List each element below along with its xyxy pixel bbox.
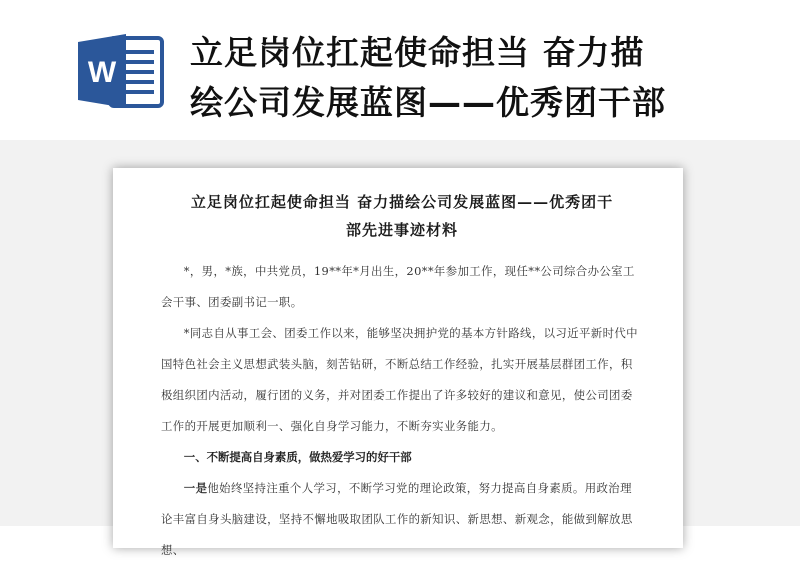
page-title-line1: 立足岗位扛起使命担当 奋力描: [190, 33, 645, 72]
paragraph-study-text: 他始终坚持注重个人学习，不断学习党的理论政策，努力提高自身素质。用政治理论丰富自身头脑建设，坚持不懈地吸取团队工作的新知识、新思想、新观念，能做到解放思想、: [161, 481, 633, 557]
word-icon: [76, 30, 168, 112]
document-title: [161, 188, 643, 244]
section-heading: 一、不断提高自身素质，做热爱学习的好干部: [183, 450, 412, 464]
paragraph-summary: *同志自从事工会、团委工作以来，能够坚决拥护党的基本方针路线，以习近平新时代中国特色社会主义思想武装头脑，刻苦钻研，不断总结工作经验，扎实开展基层群团工作，积极组织团内活动，履行团的义务，并对团委工作提出了许多较好的建议和意见，使公司团委工作的开展更加顺利一、强化自身学习能力，不断夯实业务能力。: [161, 326, 638, 433]
document-title-line1: 立足岗位扛起使命担当 奋力描绘公司发展蓝图——优秀团干: [190, 193, 614, 211]
document-page[interactable]: [113, 168, 683, 557]
paragraph-intro: *，男，*族，中共党员，19**年*月出生，20**年参加工作，现任**公司综合办公室工会干事、团委副书记一职。: [161, 264, 635, 309]
page-title-line2: 绘公司发展蓝图——优秀团干部: [190, 83, 666, 122]
document-title-line2: 部先进事迹材料: [345, 221, 458, 239]
word-icon-letter: W: [87, 56, 117, 89]
paragraph-lead: 一是: [183, 481, 208, 495]
header-banner: [0, 0, 800, 140]
paragraph-study: [161, 473, 643, 566]
page-title: [190, 28, 790, 128]
